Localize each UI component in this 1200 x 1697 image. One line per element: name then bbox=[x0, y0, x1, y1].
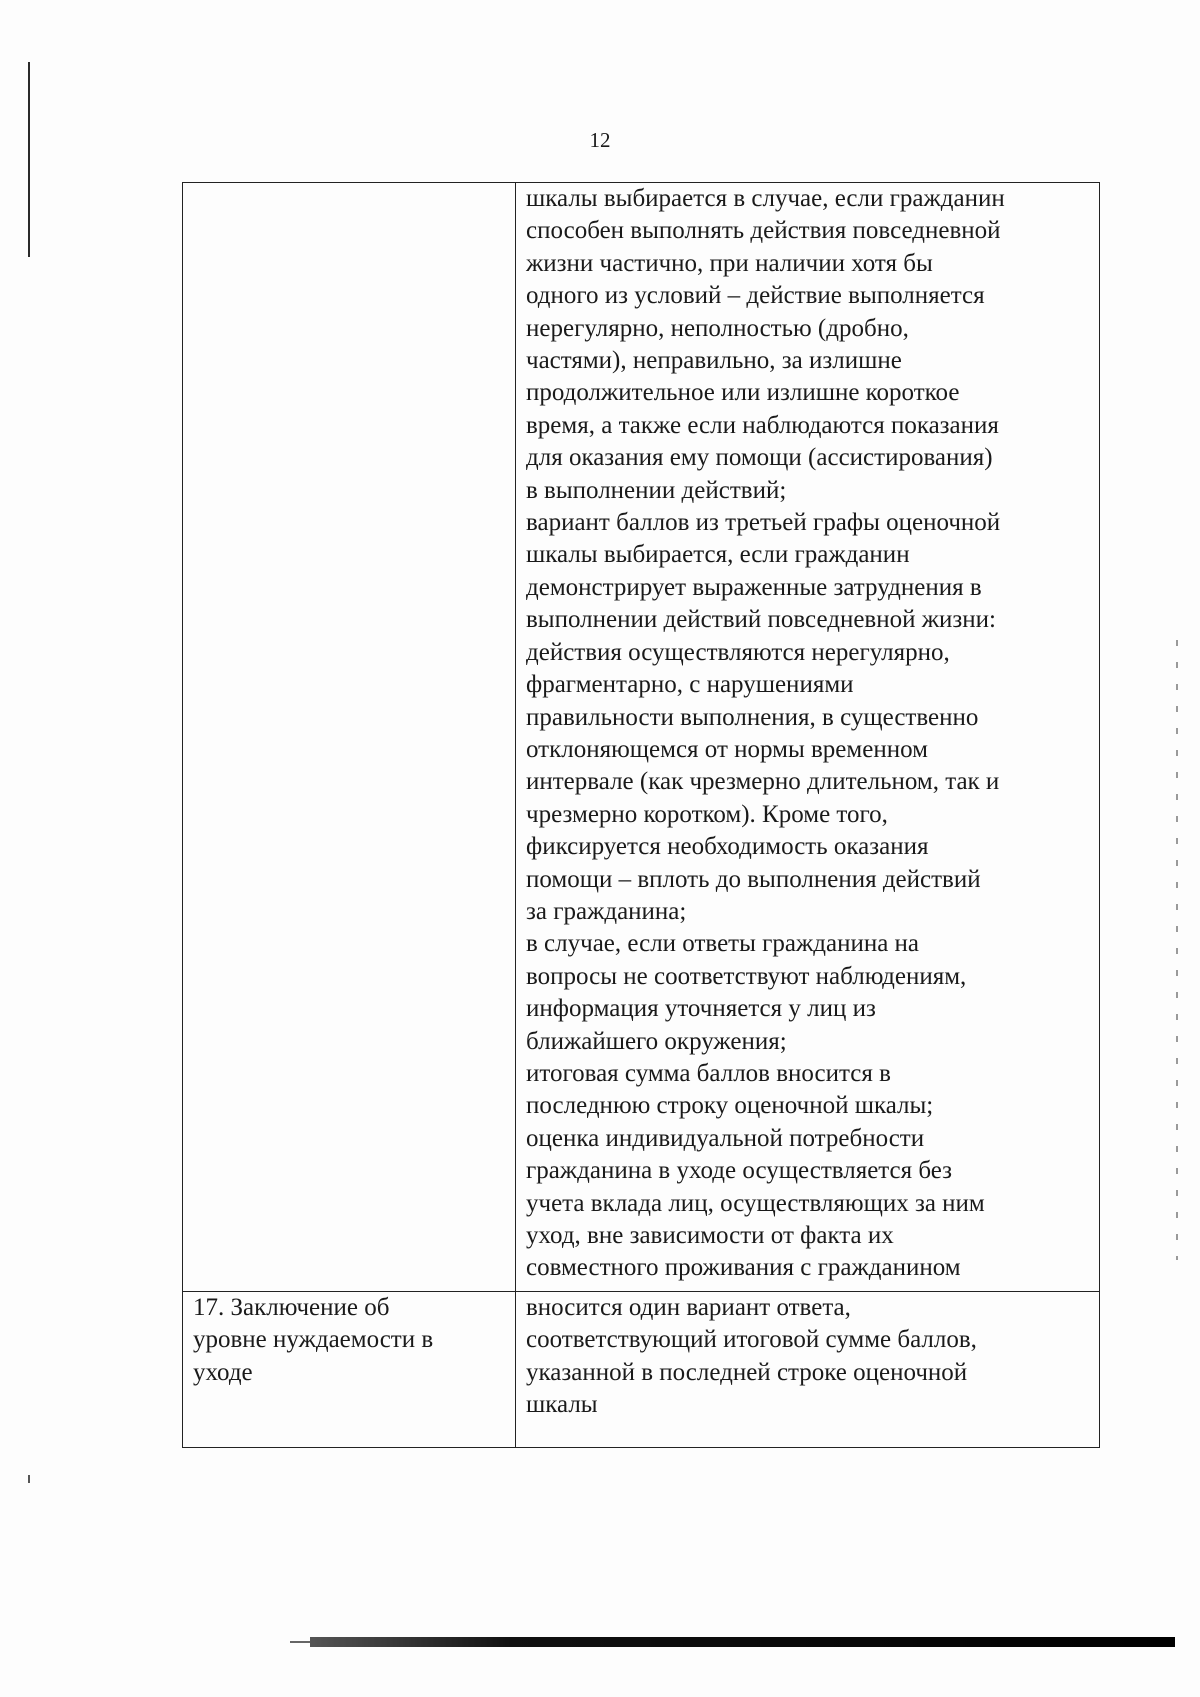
table-row bbox=[183, 1292, 1100, 1448]
instruction-text: вносится один вариант ответа, соответствующий итоговой сумме баллов, указанной в последней строке оценочной шкалы bbox=[526, 1294, 977, 1419]
table-cell-instruction bbox=[516, 1292, 1100, 1448]
page-number: 12 bbox=[589, 128, 611, 152]
table-cell-criterion bbox=[183, 1292, 516, 1448]
scan-speck bbox=[28, 1475, 30, 1483]
instruction-text: шкалы выбирается в случае, если гражданин способен выполнять действия повседневной жизни частично, при наличии хотя бы одного из условий – действие выполняется нерегулярно, неполностью (дробно, частями), неправильно, за излишне продолжительное или излишне короткое время, а также если наблюдаются показания для оказания ему помощи (ассистирования) в выполнении действий; вариант баллов из третьей графы оценочной шкалы выбирается, если гражданин демонстрирует выраженные затруднения в выполнении действий повседневной жизни: действия осуществляются нерегулярно, фрагментарно, с нарушениями правильности выполнения, в существенно отклоняющемся от нормы временном интервале (как чрезмерно длительном, так и чрезмерно коротком). Кроме того, фиксируется необходимость оказания помощи – вплоть до выполнения действий за гражданина; в случае, если ответы гражданина на вопросы не соответствуют наблюдениям, информация уточняется у лиц из ближайшего окружения; итоговая сумма баллов вносится в последнюю строку оценочной шкалы; оценка индивидуальной потребности гражданина в уходе осуществляется без учета вклада лиц, осуществляющих за ним уход, вне зависимости от факта их совместного проживания с гражданином bbox=[526, 185, 1005, 1282]
criterion-text: 17. Заключение об уровне нуждаемости в уходе bbox=[193, 1294, 434, 1386]
scan-edge-dots bbox=[1176, 640, 1178, 1260]
scan-edge-mark bbox=[28, 62, 30, 257]
table-cell-instruction bbox=[516, 183, 1100, 1292]
table-row bbox=[183, 183, 1100, 1292]
table-cell-criterion bbox=[183, 183, 516, 1292]
footer-rule bbox=[310, 1637, 1175, 1647]
criteria-table bbox=[182, 182, 1100, 1448]
